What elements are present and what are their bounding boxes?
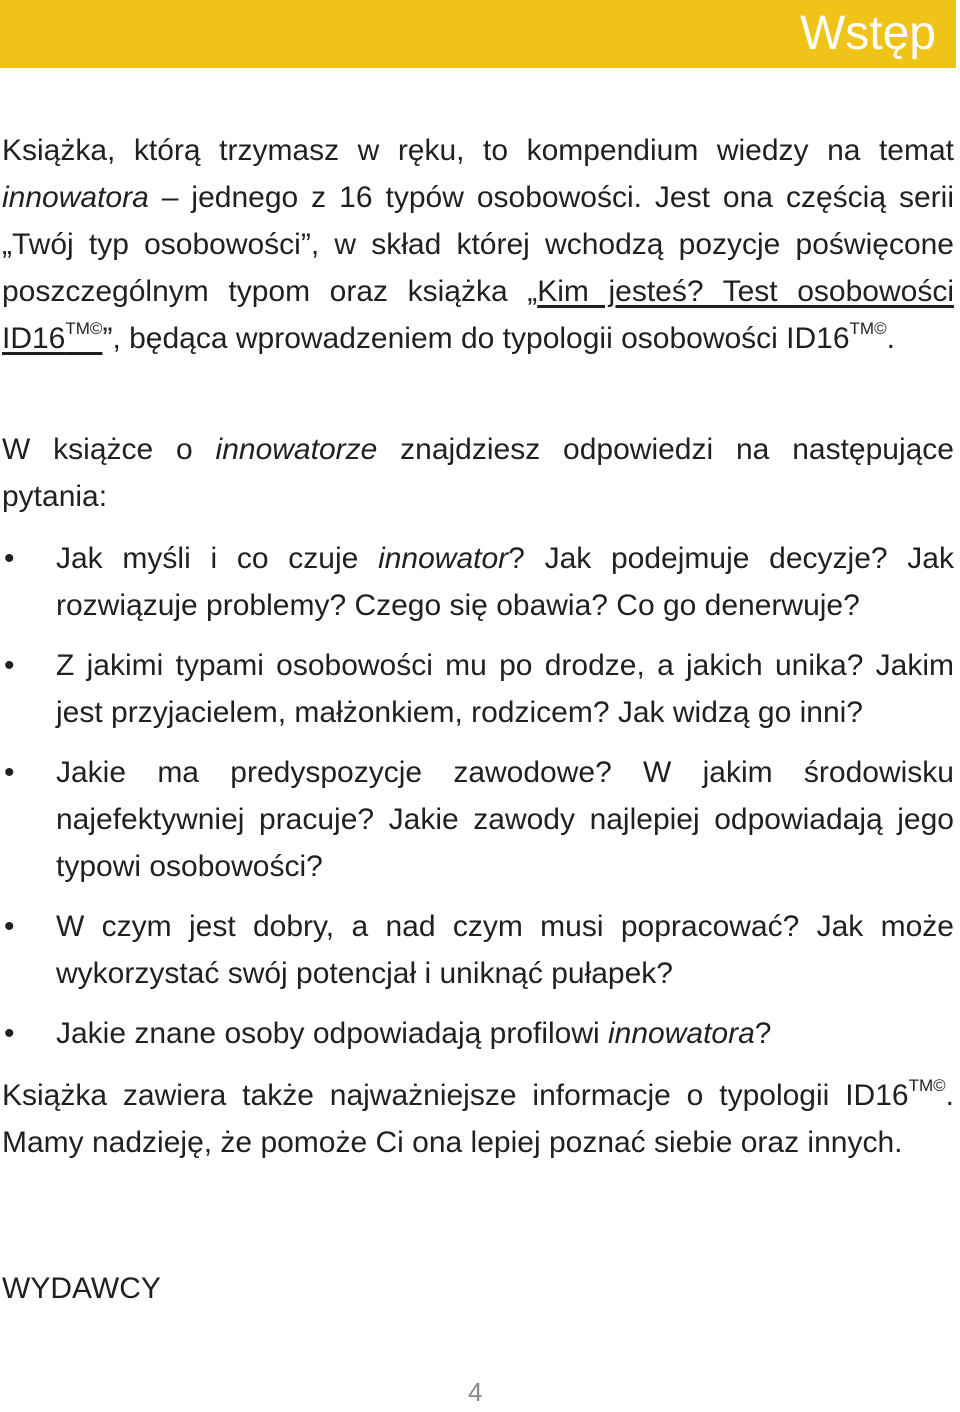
page-number: 4 — [468, 1377, 483, 1407]
intro-text-2: – jednego z 16 typów osobowości. Jest ona częścią serii „Twój typ osobowości”, w skład której wchodzą pozycje poświęcone poszczególnym typom oraz książka „ — [2, 181, 954, 308]
bullet-icon: • — [4, 910, 15, 943]
questions-intro-italic: innowatorze — [215, 433, 378, 466]
bullet-icon: • — [4, 542, 15, 575]
bullet-icon: • — [4, 756, 15, 789]
closing-text-2: . Mamy nadzieję, że pomoże Ci ona lepiej poznać siebie oraz innych. — [2, 1079, 954, 1159]
list-item-text: ? — [754, 1017, 772, 1050]
book-link-text: Kim jesteś? Test osobowości ID16 — [2, 275, 954, 355]
intro-text-3: ”, będąca wprowadzeniem do typologii osobowości ID16 — [102, 322, 850, 355]
page-title: Wstęp — [799, 7, 936, 60]
bullet-icon: • — [4, 649, 15, 682]
trademark-mark: TM© — [849, 319, 887, 338]
signature: WYDAWCY — [2, 1272, 161, 1305]
trademark-mark: TM© — [908, 1076, 946, 1095]
list-item-text: Jakie ma predyspozycje zawodowe? W jakim środowisku najefektywniej pracuje? Jakie zawody najlepiej odpowiadają jego typowi osobowości? — [56, 756, 954, 883]
list-item-text: Z jakimi typami osobowości mu po drodze, a jakich unika? Jakim jest przyjacielem, małżonkiem, rodzicem? Jak widzą go inni? — [56, 649, 954, 729]
questions-intro-paragraph — [2, 426, 954, 520]
list-item-text: Jak myśli i co czuje — [56, 542, 379, 575]
list-item-text: ? Jak podejmuje decyzje? Jak rozwiązuje problemy? Czego się obawia? Co go denerwuje? — [56, 542, 954, 622]
list-item-text: W czym jest dobry, a nad czym musi popracować? Jak może wykorzystać swój potencjał i uniknąć pułapek? — [56, 910, 954, 990]
questions-list — [0, 535, 954, 1057]
header-bar — [0, 0, 956, 68]
intro-text-4: . — [886, 322, 895, 355]
closing-paragraph — [2, 1072, 954, 1166]
list-item-text: Jakie znane osoby odpowiadają profilowi — [56, 1017, 609, 1050]
list-item — [0, 642, 954, 736]
list-item — [0, 535, 954, 629]
bullet-icon: • — [4, 1017, 15, 1050]
questions-intro-text-1: W książce o — [2, 433, 216, 466]
closing-text-1: Książka zawiera także najważniejsze informacje o typologii ID16 — [2, 1079, 909, 1112]
trademark-mark: TM© — [65, 319, 103, 338]
intro-italic-term: innowatora — [2, 181, 149, 214]
questions-intro-text-2: znajdziesz odpowiedzi na następujące pytania: — [2, 433, 954, 513]
list-item — [0, 749, 954, 890]
intro-paragraph — [2, 127, 954, 362]
list-item-italic: innowatora — [608, 1017, 755, 1050]
list-item — [0, 903, 954, 997]
list-item-italic: innowator — [378, 542, 509, 575]
list-item — [0, 1010, 954, 1057]
intro-text-1: Książka, którą trzymasz w ręku, to kompendium wiedzy na temat — [2, 134, 954, 167]
